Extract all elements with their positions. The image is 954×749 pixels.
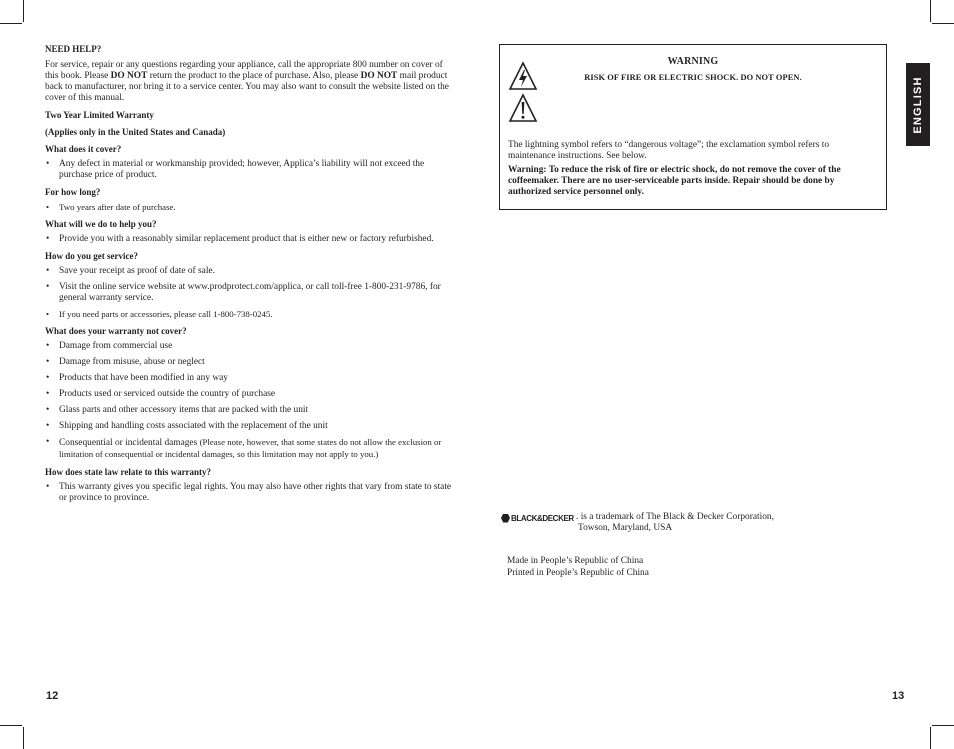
hexagon-icon (501, 514, 510, 523)
how-long-list (45, 202, 453, 213)
crop-mark (932, 725, 954, 726)
help-question: What will we do to help you? (45, 219, 157, 229)
language-tab-label: ENGLISH (912, 75, 924, 134)
need-help-text-part: For service, repair or any questions regarding your appliance, call the appropriate 800 number on cover of this book. Please (45, 60, 443, 81)
crop-mark (0, 23, 22, 24)
crop-mark (930, 0, 931, 22)
need-help-text-part: return the product to the place of purchase. Also, please (147, 71, 361, 81)
incidental-note: (Please note, however, that some states do not allow the exclusion or limitation of consequential or incidental damages, so this limitation may not apply to you.) (59, 437, 442, 459)
language-tab (906, 63, 930, 146)
warning-subtitle: RISK OF FIRE OR ELECTRIC SHOCK. DO NOT OPEN. (584, 73, 802, 82)
warning-title: WARNING (667, 56, 719, 67)
warning-box (499, 44, 887, 210)
covered-question: What does it cover? (45, 144, 122, 154)
need-help-text-part: mail product back to manufacturer, nor bring it to a service center. You may also want to consult the website listed on the cover of this manual. (45, 71, 449, 103)
service-list (45, 266, 453, 320)
list-item: • This warranty gives you specific legal rights. You may also have other rights that vary from state to state or province to province. (45, 482, 453, 504)
printed-in: Printed in People’s Republic of China (507, 568, 649, 578)
brand-logo-text: BLACK&DECKER (511, 513, 574, 523)
exclamation-warning-icon (508, 93, 538, 123)
state-law-list (45, 482, 453, 504)
warning-body (508, 140, 876, 198)
list-item: • Visit the online service website at www.prodprotect.com/applica, or call toll-free 1-800-231-9786, for general warranty service. (45, 282, 453, 304)
list-item: • Damage from commercial use (45, 341, 453, 352)
made-in: Made in People’s Republic of China (507, 556, 644, 566)
covered-list (45, 159, 453, 181)
list-item: • Any defect in material or workmanship provided; however, Applica’s liability will not exceed the purchase price of product. (45, 159, 453, 181)
list-item: • Products used or serviced outside the country of purchase (45, 389, 453, 400)
state-law-question: How does state law relate to this warranty? (45, 467, 212, 477)
symbol-explanation: The lightning symbol refers to “dangerous voltage”; the exclamation symbol refers to maintenance instructions. See below. (508, 140, 830, 161)
crop-mark (930, 727, 931, 749)
trademark-line: . is a trademark of The Black & Decker Corporation, (576, 512, 774, 522)
list-item (45, 437, 453, 461)
not-covered-question: What does your warranty not cover? (45, 326, 187, 336)
service-question: How do you get service? (45, 251, 138, 261)
page-number-left: 12 (46, 690, 59, 702)
list-item: • Two years after date of purchase. (45, 202, 453, 213)
list-item: • Damage from misuse, abuse or neglect (45, 357, 453, 368)
need-help-text (45, 60, 453, 104)
crop-mark (23, 727, 24, 749)
list-item: • Provide you with a reasonably similar replacement product that is either new or factory refurbished. (45, 234, 453, 245)
origin-notice (507, 555, 649, 579)
need-help-emphasis: DO NOT (360, 71, 398, 81)
warranty-scope: (Applies only in the United States and Canada) (45, 127, 226, 137)
need-help-emphasis: DO NOT (110, 71, 148, 81)
crop-mark (0, 725, 22, 726)
warning-instruction: Warning: To reduce the risk of fire or electric shock, do not remove the cover of the coffeemaker. There are no user-serviceable parts inside. Repair should be done by authorized service personnel only. (508, 165, 841, 197)
help-list (45, 234, 453, 245)
incidental-text: Consequential or incidental damages (59, 438, 200, 448)
list-item: • Shipping and handling costs associated with the replacement of the unit (45, 421, 453, 432)
how-long-question: For how long? (45, 187, 101, 197)
list-item: • If you need parts or accessories, please call 1-800-738-0245. (45, 309, 453, 320)
not-covered-list (45, 341, 453, 461)
list-item: • Save your receipt as proof of date of sale. (45, 266, 453, 277)
warranty-column (45, 44, 453, 504)
page-number-right: 13 (892, 690, 905, 702)
warranty-title: Two Year Limited Warranty (45, 110, 154, 120)
brand-logo (501, 513, 576, 523)
list-item: • Products that have been modified in any way (45, 373, 453, 384)
need-help-heading: NEED HELP? (45, 44, 102, 54)
list-item: • Glass parts and other accessory items that are packed with the unit (45, 405, 453, 416)
trademark-location: Towson, Maryland, USA (578, 523, 673, 533)
crop-mark (23, 0, 24, 22)
crop-mark (932, 23, 954, 24)
